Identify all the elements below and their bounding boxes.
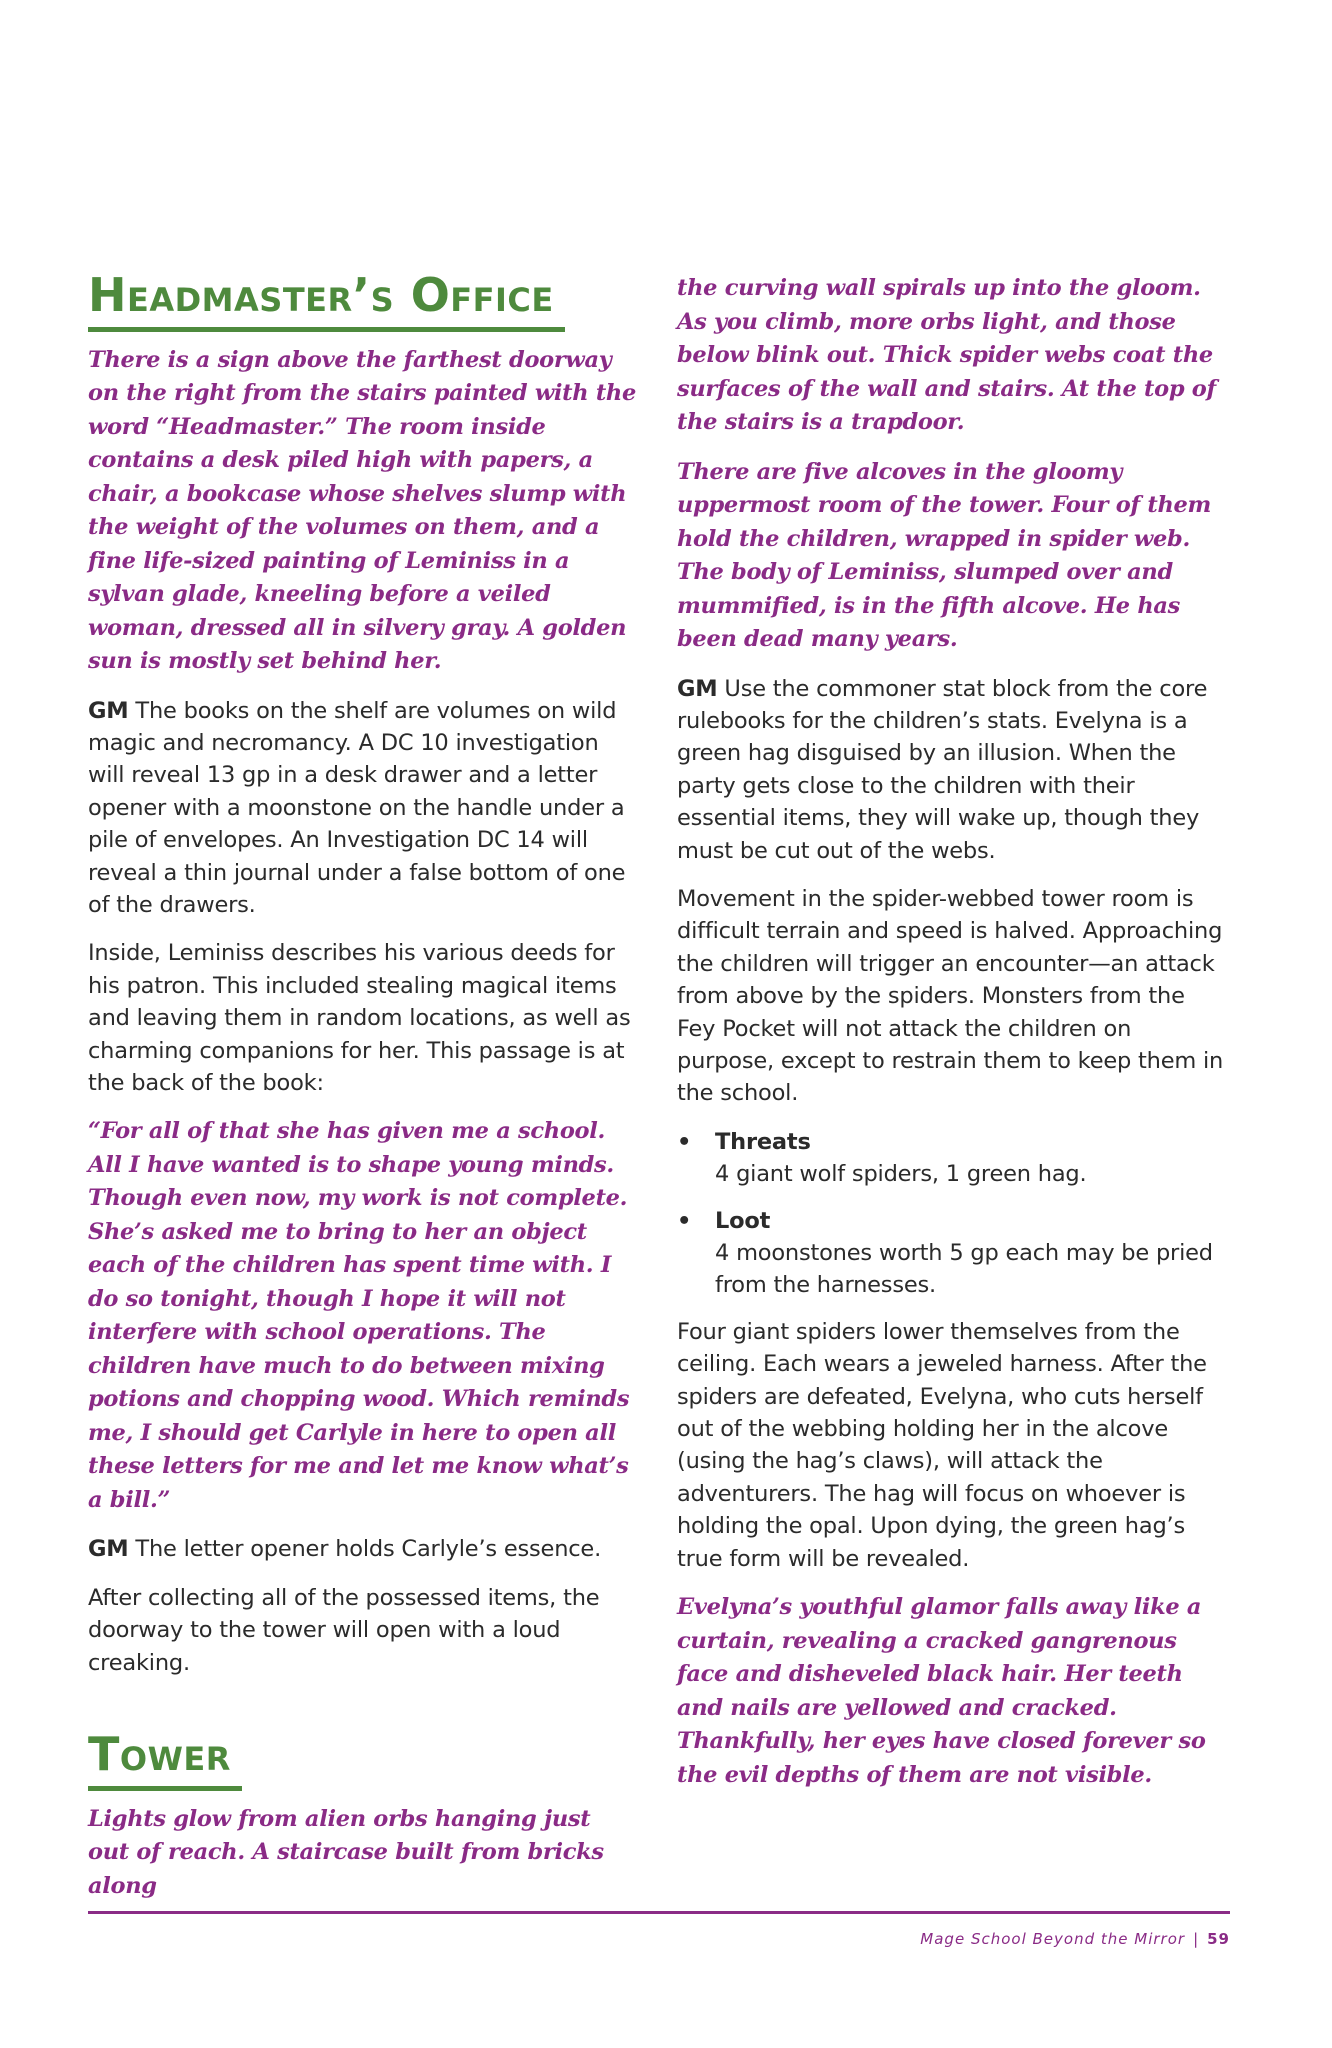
body-paragraph: Four giant spiders lower themselves from the ceiling. Each wears a jeweled harness. After the spiders are defeated, Evelyna, who cuts herself out of the webbing holding her in the alcove (using the hag’s claws), will attack the adventurers. The hag will focus on whoever is holding the opal. Upon dying, the green hag’s true form will be revealed.	[677, 1318, 1207, 1572]
gm-label: GM	[88, 1536, 129, 1563]
page-number: 59	[1207, 1930, 1230, 1948]
body-paragraph: After collecting all of the possessed items, the doorway to the tower will open with a loud creaking.	[88, 1584, 600, 1676]
gm-note-text: The letter opener holds Carlyle’s essence.	[128, 1536, 602, 1563]
encounter-list	[677, 1126, 1225, 1302]
heading-underline	[88, 327, 565, 332]
section-heading-headmasters-office: Headmaster’s Office	[88, 268, 554, 322]
gm-label: GM	[677, 675, 718, 702]
right-column	[677, 272, 1225, 1808]
bullet-icon: •	[677, 1128, 692, 1155]
footer-separator: |	[1193, 1930, 1200, 1948]
gm-note-text: Use the commoner stat block from the core rulebooks for the children’s stats. Evelyna is a green hag disguised by an illusion. When the party gets close to the children with their essential items, they will wake up, though they must be cut out of the webs.	[677, 675, 1208, 864]
list-item-text: 4 moonstones worth 5 gp each may be pried from the harnesses.	[715, 1240, 1213, 1299]
list-item-threats	[677, 1126, 1225, 1191]
heading-underline	[88, 1786, 242, 1791]
gm-note	[677, 673, 1225, 867]
read-aloud-text: Evelyna’s youthful glamor falls away like a curtain, revealing a cracked gangrenous face and disheveled black hair. Her teeth and nails are yellowed and cracked. Thankfully, her eyes have closed forever so the evil depths of them are not visible.	[677, 1594, 1206, 1788]
gm-note	[88, 1533, 636, 1565]
list-item-title: Threats	[715, 1128, 811, 1155]
page-footer	[920, 1930, 1230, 1948]
gm-note	[88, 695, 636, 922]
list-item-text: 4 giant wolf spiders, 1 green hag.	[715, 1161, 1087, 1188]
footer-rule	[88, 1911, 1230, 1914]
section-tower	[88, 1729, 636, 1903]
gm-note-text: The books on the shelf are volumes on wild magic and necromancy. A DC 10 investigation will reveal 13 gp in a desk drawer and a letter opener with a moonstone on the handle under a pile of envelopes. An Investigation DC 14 will reveal a thin journal under a false bottom of one of the drawers.	[88, 697, 626, 919]
read-aloud-text: Lights glow from alien orbs hanging just out of reach. A staircase built from bricks along	[88, 1805, 604, 1899]
read-aloud-text: There are five alcoves in the gloomy uppermost room of the tower. Four of them hold the children, wrapped in spider web. The body of Leminiss, slumped over and mummified, is in the fifth alcove. He has been dead many years.	[677, 458, 1212, 652]
journal-quote: “For all of that she has given me a school. All I have wanted is to shape young minds. Though even now, my work is not complete. She’s asked me to bring to her an object each of the children has spent time with. I do so tonight, though I hope it will not interfere with school operations. The children have much to do between mixing potions and chopping wood. Which reminds me, I should get Carlyle in here to open all these letters for me and let me know what’s a bill.”	[88, 1118, 630, 1513]
section-heading-tower: Tower	[88, 1727, 231, 1782]
read-aloud-text: the curving wall spirals up into the gloom. As you climb, more orbs light, and those below blink out. Thick spider webs coat the surfaces of the wall and stairs. At the top of the stairs is a trapdoor.	[677, 275, 1216, 435]
read-aloud-text: There is a sign above the farthest doorway on the right from the stairs painted with the word “Headmaster.” The room inside contains a desk piled high with papers, a chair, a bookcase whose shelves slump with the weight of the volumes on them, and a fine life-sized painting of Leminiss in a sylvan glade, kneeling before a veiled woman, dressed all in silvery gray. A golden sun is mostly set behind her.	[88, 346, 637, 675]
bullet-icon: •	[677, 1207, 692, 1234]
list-item-loot	[677, 1205, 1225, 1302]
gm-label: GM	[88, 697, 129, 724]
left-column	[88, 270, 636, 1919]
book-title: Mage School Beyond the Mirror	[920, 1930, 1186, 1948]
section-headmasters-office	[88, 270, 636, 332]
list-item-title: Loot	[715, 1207, 771, 1234]
body-paragraph: Movement in the spider-webbed tower room is difficult terrain and speed is halved. Approaching the children will trigger an encounter—an attack from above by the spiders. Monsters from the Fey Pocket will not attack the children on purpose, except to restrain them to keep them in the school.	[677, 885, 1224, 1107]
body-paragraph: Inside, Leminiss describes his various deeds for his patron. This included stealing magical items and leaving them in random locations, as well as charming companions for her. This passage is at the back of the book:	[88, 940, 631, 1097]
